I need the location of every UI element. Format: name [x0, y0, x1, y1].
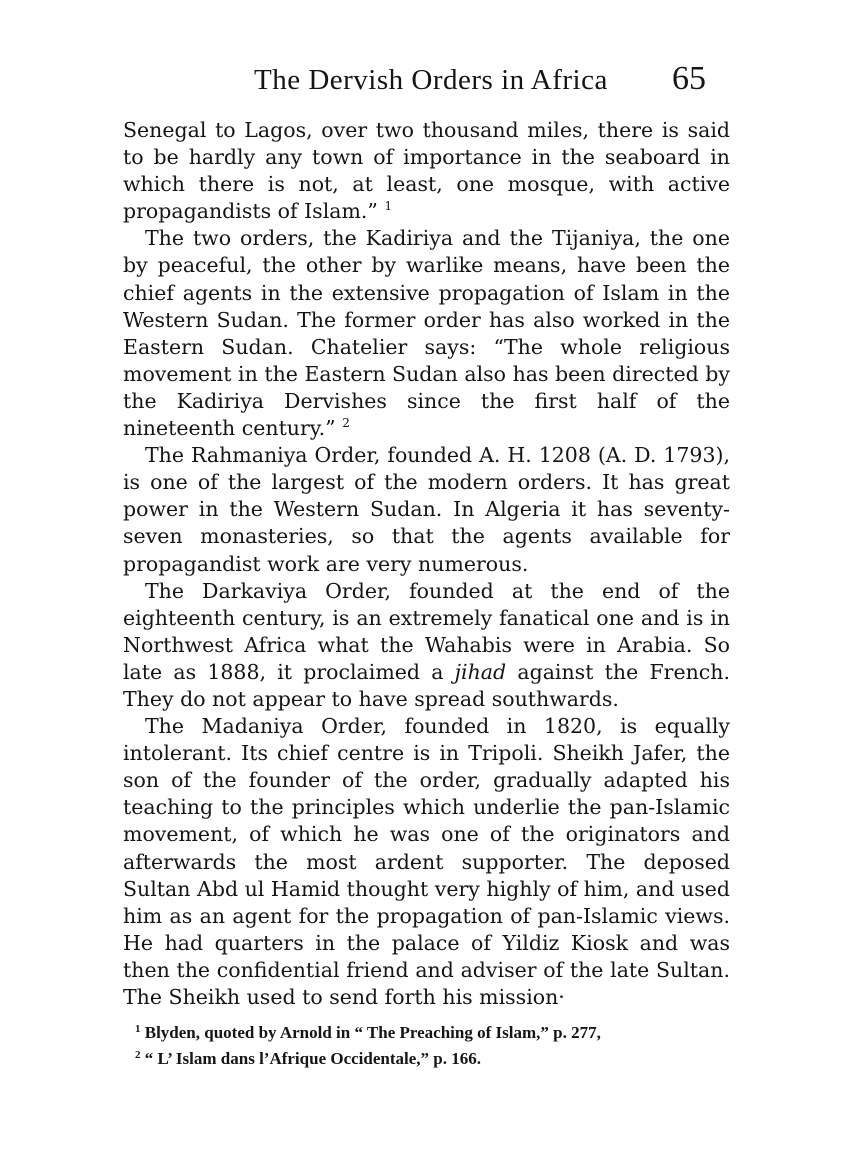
body-text [123, 117, 730, 1011]
paragraph-text: The Rahmaniya Order, founded [145, 443, 480, 468]
footnote-mark: 1 [135, 1023, 141, 1035]
paragraph-continuation [123, 117, 730, 225]
paragraph-darkaviya [123, 578, 730, 713]
paragraph-text: The two orders, the Kadiriya and the Tijaniya, the one by peaceful, the other by warlike means, have been the chief agents in the extensive propagation of Islam in the Western Sudan. The former order has also worked in the Eastern Sudan. Chatelier says: “The whole religious movement in the Eastern Sudan also has been directed by the Kadiriya Dervishes since the first half of the nineteenth century.” [123, 226, 730, 441]
footnote-1 [123, 1020, 730, 1046]
era-abbreviation: A. H. [479, 443, 532, 468]
page-number: 65 [672, 60, 706, 97]
paragraph-text: The Madaniya Order, founded in 1820, is equally intolerant. Its chief centre is in Tripoli. Sheikh Jafer, the son of the founder of the order, gradually adapted his teaching to the principles which underlie the pan-Islamic movement, of which he was one of the originators and afterwards the most ardent supporter. The deposed Sultan Abd ul Hamid thought very highly of him, and used him as an agent for the propagation of pan-Islamic views. He had quarters in the palace of Yildiz Kiosk and was then the confidential friend and adviser of the late Sultan. The Sheikh used to send forth his mission· [123, 714, 730, 1009]
running-title: The Dervish Orders in Africa [254, 64, 608, 96]
era-abbreviation: A. D. [605, 443, 657, 468]
paragraph-text: against the French. They do not appear to have spread southwards. [123, 659, 731, 711]
footnote-text: “ L’ Islam dans l’Afrique Occidentale,” p. 166. [144, 1049, 481, 1068]
paragraph-text: The Darkaviya Order, founded at the end of the eighteenth century, is an extremely fanatical one and is in Northwest Africa what the Wahabis were in Arabia. So late as 1888, it proclaimed a [123, 578, 730, 684]
footnote-reference: 2 [342, 416, 350, 431]
paragraph-rahmaniya [123, 442, 730, 577]
footnote-reference: 1 [384, 199, 393, 214]
paragraph-text: 1793), is one of the largest of the modern orders. It has great power in the Western Sudan. In Algeria it has seventy-seven monasteries, so that the agents available for propagandist work are very numerous. [123, 443, 731, 576]
footnote-mark: 2 [135, 1049, 141, 1061]
paragraph-text: Senegal to Lagos, over two thousand miles, there is said to be hardly any town of importance in the seaboard in which there is not, at least, one mosque, with active propagandists of Islam.” [123, 118, 730, 224]
page-header [0, 56, 850, 100]
paragraph-kadiriya-tijaniya [123, 225, 730, 442]
paragraph-text: 1208 ( [531, 443, 606, 468]
footnote-2 [123, 1046, 730, 1072]
italic-term: jihad [454, 659, 507, 684]
footnotes [123, 1020, 730, 1072]
footnote-text: Blyden, quoted by Arnold in “ The Preaching of Islam,” p. 277, [144, 1023, 601, 1042]
paragraph-madaniya [123, 713, 730, 1011]
